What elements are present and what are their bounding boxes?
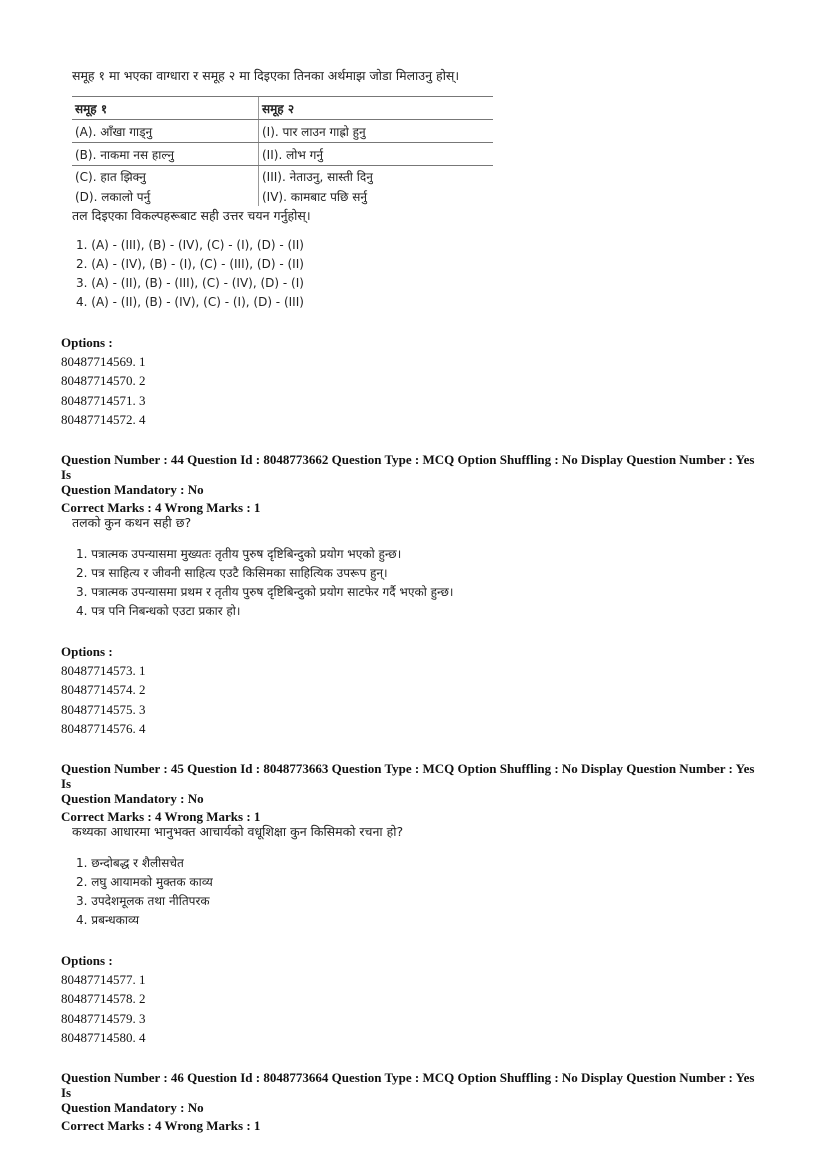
match-instruction: समूह १ मा भएका वाग्धारा र समूह २ मा दिइएका तिनका अर्थमाझ जोडा मिलाउनु होस्। [72, 68, 460, 83]
options-label: Options : [61, 335, 113, 350]
option-id: 80487714577. 1 [61, 972, 146, 987]
option-id: 80487714579. 3 [61, 1010, 146, 1026]
option-id: 80487714576. 4 [61, 720, 146, 736]
option-id-list [61, 352, 146, 429]
choice-list [76, 854, 213, 930]
question-marks: Correct Marks : 4 Wrong Marks : 1 [61, 809, 261, 824]
option-id: 80487714574. 2 [61, 682, 146, 698]
table-row [72, 143, 493, 166]
table-cell: (D). लकालो पर्नु [75, 189, 151, 204]
table-row [72, 166, 493, 187]
options-label: Options : [61, 953, 113, 968]
list-item: 2. लघु आयामको मुक्तक काव्य [76, 875, 213, 889]
list-item: 4. पत्र पनि निबन्धको एउटा प्रकार हो। [76, 604, 241, 618]
option-id: 80487714572. 4 [61, 411, 146, 427]
list-item: 1. (A) - (III), (B) - (IV), (C) - (I), (D) - (II) [76, 238, 304, 252]
table-cell: (II). लोभ गर्नु [259, 143, 494, 166]
option-id: 80487714571. 3 [61, 392, 146, 408]
table-cell: (C). हात झिक्नु [75, 169, 146, 184]
question-header [61, 1070, 761, 1133]
list-item: 2. (A) - (IV), (B) - (I), (C) - (III), (D) - (II) [76, 257, 304, 271]
option-id-list [61, 661, 146, 738]
question-meta-line: Question Number : 44 Question Id : 8048773662 Question Type : MCQ Option Shuffling : No Display Question Number : Yes Is [61, 452, 755, 482]
list-item: 4. प्रबन्धकाव्य [76, 913, 140, 927]
match-prompt: तल दिइएका विकल्पहरूबाट सही उत्तर चयन गर्नुहोस्। [72, 208, 311, 223]
match-table [72, 96, 493, 206]
question-text: कथ्यका आधारमा भानुभक्त आचार्यको वधूशिक्षा कुन किसिमको रचना हो? [72, 824, 404, 839]
table-row [72, 120, 493, 143]
question-meta-line: Question Number : 46 Question Id : 8048773664 Question Type : MCQ Option Shuffling : No Display Question Number : Yes Is [61, 1070, 755, 1100]
option-id: 80487714573. 1 [61, 663, 146, 678]
list-item: 4. (A) - (II), (B) - (IV), (C) - (I), (D) - (III) [76, 295, 304, 309]
table-cell: (B). नाकमा नस हाल्नु [72, 143, 259, 166]
option-id: 80487714569. 1 [61, 354, 146, 369]
table-cell: (IV). कामबाट पछि सर्नु [259, 186, 494, 206]
question-text: तलको कुन कथन सही छ? [72, 515, 192, 530]
table-row [72, 186, 493, 206]
column-header-group1: समूह १ [72, 97, 259, 120]
question-marks: Correct Marks : 4 Wrong Marks : 1 [61, 1118, 261, 1133]
match-table-header [72, 97, 493, 120]
list-item: 3. पत्रात्मक उपन्यासमा प्रथम र तृतीय पुरुष दृष्टिबिन्दुको प्रयोग साटफेर गर्दै भएको हुन्छ। [76, 585, 454, 599]
choice-list [76, 236, 304, 312]
option-id: 80487714575. 3 [61, 701, 146, 717]
list-item: 2. पत्र साहित्य र जीवनी साहित्य एउटै किसिमका साहित्यिक उपरूप हुन्। [76, 566, 388, 580]
option-id: 80487714578. 2 [61, 991, 146, 1007]
option-id: 80487714580. 4 [61, 1029, 146, 1045]
list-item: 3. उपदेशमूलक तथा नीतिपरक [76, 894, 210, 908]
question-mandatory-line: Question Mandatory : No [61, 1100, 204, 1115]
question-mandatory-line: Question Mandatory : No [61, 482, 204, 497]
option-id-list [61, 970, 146, 1047]
column-header-group2: समूह २ [259, 97, 494, 120]
question-header [61, 761, 761, 824]
option-id: 80487714570. 2 [61, 373, 146, 389]
question-marks: Correct Marks : 4 Wrong Marks : 1 [61, 500, 261, 515]
question-header [61, 452, 761, 515]
list-item: 3. (A) - (II), (B) - (III), (C) - (IV), (D) - (I) [76, 276, 304, 290]
choice-list [76, 545, 453, 621]
table-cell: (I). पार लाउन गाह्रो हुनु [259, 120, 494, 143]
table-cell: (A). आँखा गाड्नु [72, 120, 259, 143]
options-label: Options : [61, 644, 113, 659]
table-cell: (III). नेताउनु, सास्ती दिनु [259, 166, 494, 187]
question-mandatory-line: Question Mandatory : No [61, 791, 204, 806]
list-item: 1. छन्दोबद्ध र शैलीसचेत [76, 856, 184, 870]
question-meta-line: Question Number : 45 Question Id : 8048773663 Question Type : MCQ Option Shuffling : No Display Question Number : Yes Is [61, 761, 755, 791]
list-item: 1. पत्रात्मक उपन्यासमा मुख्यतः तृतीय पुरुष दृष्टिबिन्दुको प्रयोग भएको हुन्छ। [76, 547, 402, 561]
